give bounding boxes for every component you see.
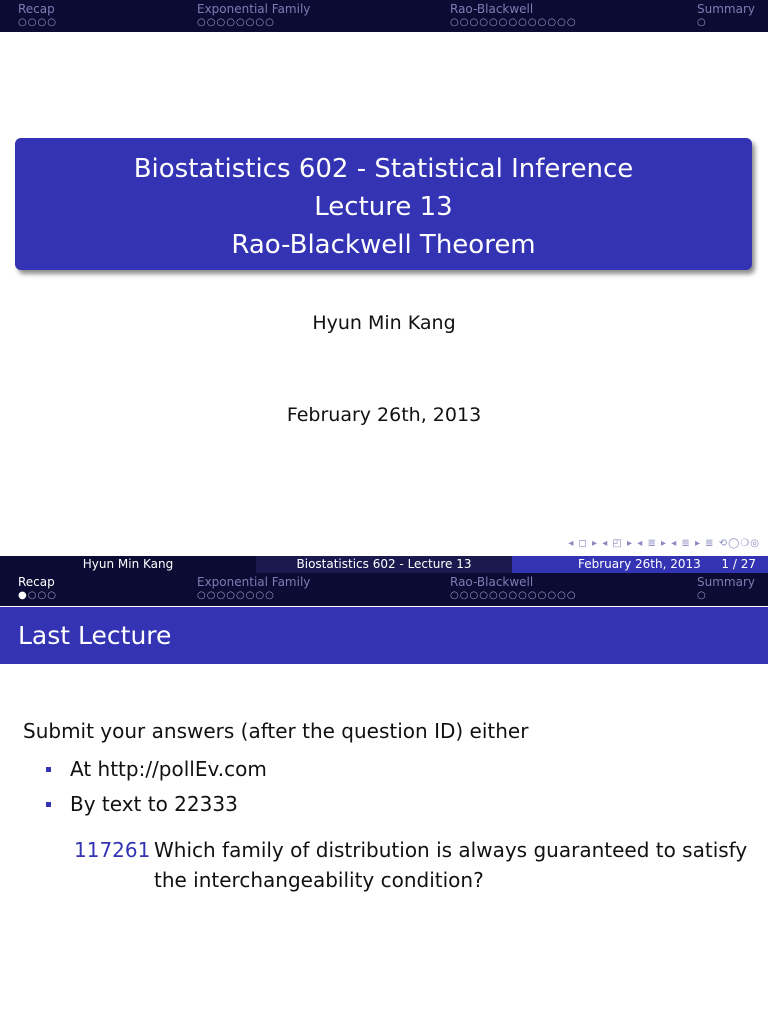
nav-section-recap[interactable] [18, 575, 57, 602]
nav-section-label[interactable]: Recap [18, 575, 55, 589]
beamer-navigation-symbols[interactable]: ◂ ◻ ▸ ◂ ◰ ▸ ◂ ≣ ▸ ◂ ≣ ▸ ≣ ⟲◯❍◎ [568, 538, 760, 549]
nav-dots[interactable]: ○○○○○○○○○○○○○ [450, 590, 577, 601]
question-id: 117261 [74, 838, 151, 862]
list-item [46, 755, 267, 790]
list-item [46, 790, 267, 825]
nav-section-summary[interactable] [697, 575, 755, 602]
question-text: Which family of distribution is always guaranteed to satisfy the interchangeability condition? [154, 838, 748, 892]
bullet-icon [46, 767, 51, 772]
page-number: 1 / 27 [721, 557, 756, 571]
intro-text: Submit your answers (after the question ID) either [23, 719, 529, 743]
bullet-list [46, 755, 267, 825]
footline [0, 556, 768, 573]
nav-dots[interactable]: ○○○○○○○○ [197, 17, 275, 28]
nav-dots[interactable]: ●○○○ [18, 590, 57, 601]
footline-date-page [512, 556, 768, 573]
title-box [15, 138, 752, 270]
nav-dots[interactable]: ○○○○ [18, 17, 57, 28]
footline-author: Hyun Min Kang [0, 556, 256, 573]
nav-section-recap[interactable] [18, 2, 57, 29]
nav-section-label[interactable]: Exponential Family [197, 575, 311, 589]
nav-dots[interactable]: ○ [697, 17, 707, 28]
title-line-2: Lecture 13 [314, 192, 453, 222]
bullet-icon [46, 802, 51, 807]
title-line-1: Biostatistics 602 - Statistical Inference [133, 154, 634, 184]
nav-dots[interactable]: ○○○○○○○○ [197, 590, 275, 601]
question [74, 835, 754, 895]
nav-section-label[interactable]: Rao-Blackwell [450, 575, 534, 589]
author: Hyun Min Kang [312, 312, 456, 334]
nav-section-label[interactable]: Summary [697, 575, 755, 589]
content-slide [0, 573, 768, 1024]
nav-header [0, 0, 768, 32]
title-line-3: Rao-Blackwell Theorem [231, 230, 536, 260]
footline-title: Biostatistics 602 - Lecture 13 [256, 556, 512, 573]
nav-dots[interactable]: ○○○○○○○○○○○○○ [450, 17, 577, 28]
nav-section-summary[interactable] [697, 2, 755, 29]
nav-section-rao-blackwell[interactable] [450, 575, 577, 602]
bullet-text: By text to 22333 [70, 792, 238, 816]
nav-section-label[interactable]: Exponential Family [197, 2, 311, 16]
nav-section-exponential-family[interactable] [197, 575, 310, 602]
nav-section-rao-blackwell[interactable] [450, 2, 577, 29]
nav-header [0, 573, 768, 606]
nav-section-label[interactable]: Recap [18, 2, 55, 16]
nav-dots[interactable]: ○ [697, 590, 707, 601]
bullet-text: At http://pollEv.com [70, 757, 267, 781]
date: February 26th, 2013 [286, 404, 482, 426]
frame-title: Last Lecture [0, 607, 768, 664]
nav-section-label[interactable]: Rao-Blackwell [450, 2, 534, 16]
nav-section-label[interactable]: Summary [697, 2, 755, 16]
footline-date: February 26th, 2013 [578, 557, 701, 571]
nav-section-exponential-family[interactable] [197, 2, 310, 29]
